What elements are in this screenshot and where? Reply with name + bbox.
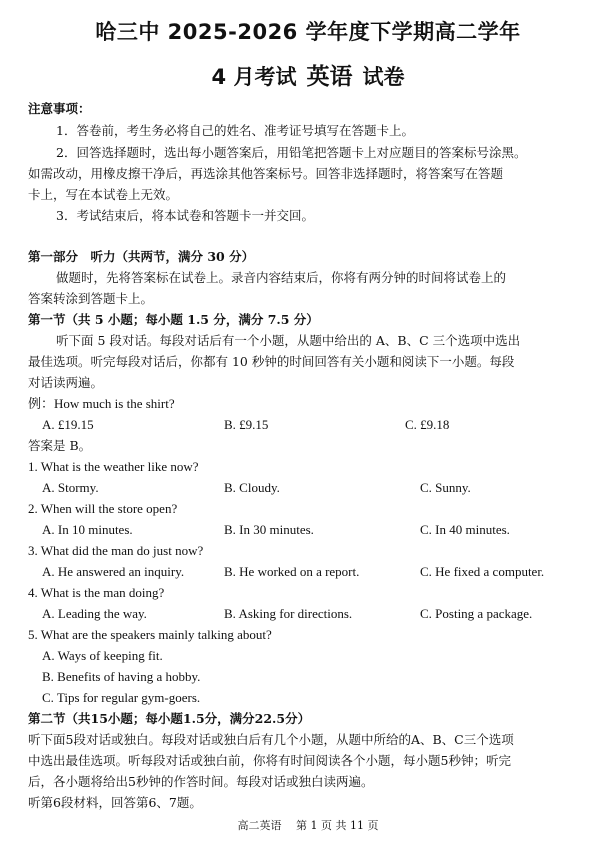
example-option: B. £9.15	[224, 417, 269, 432]
section1-intro-line: 对话读两遍。	[28, 375, 104, 390]
section2-intro-line: 听下面5段对话或独白。每段对话或独白后有几个小题，从题中所给的A、B、C三个选项	[28, 732, 514, 747]
question-option: C. Sunny.	[420, 480, 471, 495]
notice-heading: 注意事项：	[28, 101, 91, 116]
section1-intro-line: 最佳选项。听完每段对话后，你都有 10 秒钟的时间回答有关小题和阅读下一小题。每段	[28, 354, 515, 369]
question-text: 5. What are the speakers mainly talking about?	[28, 627, 272, 642]
part1-intro-line: 做题时，先将答案标在试卷上。录音内容结束后，你将有两分钟的时间将试卷上的	[56, 270, 507, 285]
example-option: C. £9.18	[405, 417, 450, 432]
section2-heading: 第二节（共15小题；每小题1.5分，满分22.5分）	[28, 711, 311, 726]
exam-subtitle	[0, 58, 616, 91]
example-question: 例：How much is the shirt?	[28, 396, 175, 411]
question-option: A. Leading the way.	[42, 606, 147, 621]
question-option: A. Ways of keeping fit.	[42, 648, 163, 663]
question-text: 1. What is the weather like now?	[28, 459, 199, 474]
question-option: A. Stormy.	[42, 480, 99, 495]
example-answer: 答案是 B。	[28, 438, 92, 453]
section2-intro-line: 后，各小题将给出5秒钟的作答时间。每段对话或独白读两遍。	[28, 774, 374, 789]
subtitle-suffix: 试卷	[362, 65, 405, 89]
notice-line: 卡上，写在本试卷上无效。	[28, 187, 179, 202]
question-option: A. He answered an inquiry.	[42, 564, 185, 579]
question-option: C. Posting a package.	[420, 606, 533, 621]
question-option: B. Cloudy.	[224, 480, 280, 495]
question-text: 2. When will the store open?	[28, 501, 178, 516]
example-option: A. £19.15	[42, 417, 94, 432]
page-footer: 高二英语 第 1 页 共 11 页	[237, 819, 379, 832]
question-option: C. He fixed a computer.	[420, 564, 545, 579]
question-option: C. In 40 minutes.	[420, 522, 510, 537]
question-option: B. In 30 minutes.	[224, 522, 314, 537]
part1-heading: 第一部分 听力（共两节，满分 30 分）	[28, 249, 255, 264]
section1-intro-line: 听下面 5 段对话。每段对话后有一个小题，从题中给出的 A、B、C 三个选项中选出	[56, 333, 521, 348]
exam-title: 哈三中 2025-2026 学年度下学期高二学年	[95, 20, 521, 44]
notice-line: 2．回答选择题时，选出每小题答案后，用铅笔把答题卡上对应题目的答案标号涂黑。	[56, 145, 527, 160]
notice-line: 1．答卷前，考生务必将自己的姓名、准考证号填写在答题卡上。	[56, 123, 414, 138]
section2-material: 听第6段材料，回答第6、7题。	[28, 795, 202, 810]
section2-intro-line: 中选出最佳选项。听每段对话或独白前，你将有时间阅读各个小题，每小题5秒钟；听完	[28, 753, 511, 768]
notice-line: 3．考试结束后，将本试卷和答题卡一并交回。	[56, 208, 314, 223]
question-text: 3. What did the man do just now?	[28, 543, 204, 558]
question-option: A. In 10 minutes.	[42, 522, 133, 537]
question-option: B. Benefits of having a hobby.	[42, 669, 201, 684]
subtitle-subject: 英语	[306, 63, 353, 90]
question-option: B. He worked on a report.	[224, 564, 360, 579]
question-option: C. Tips for regular gym-goers.	[42, 690, 201, 705]
question-text: 4. What is the man doing?	[28, 585, 165, 600]
question-option: B. Asking for directions.	[224, 606, 353, 621]
notice-line: 如需改动，用橡皮擦干净后，再选涂其他答案标号。回答非选择题时，将答案写在答题	[28, 166, 504, 181]
section1-heading: 第一节（共 5 小题；每小题 1.5 分，满分 7.5 分）	[28, 312, 319, 327]
part1-intro-line: 答案转涂到答题卡上。	[28, 291, 154, 306]
subtitle-prefix: 4 月考试	[211, 65, 297, 89]
